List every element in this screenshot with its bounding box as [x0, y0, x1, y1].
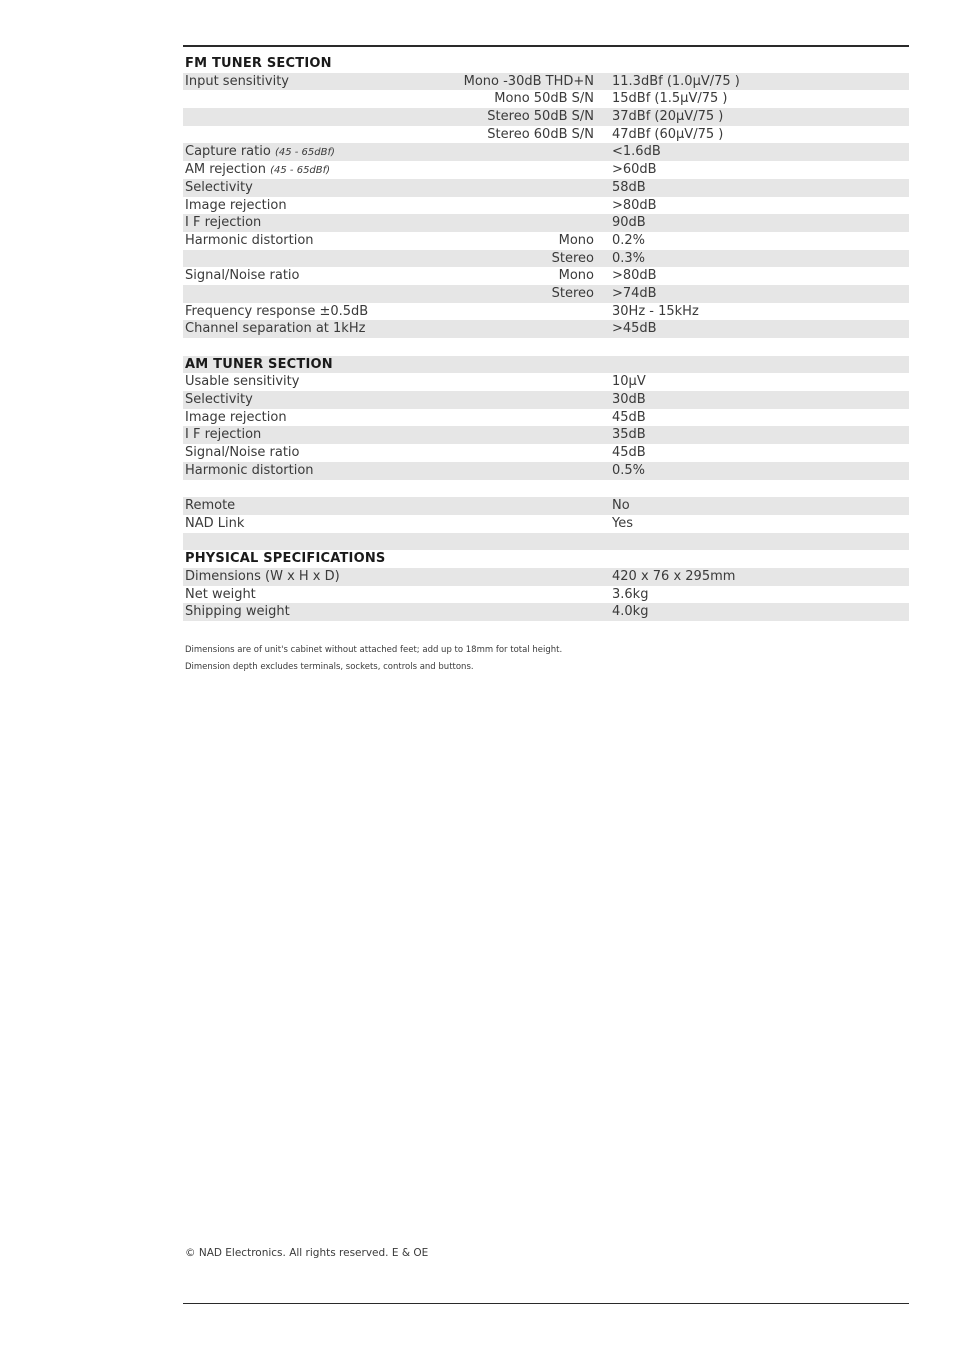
spec-row: [183, 267, 909, 285]
spec-label: Frequency response ±0.5dB: [185, 303, 369, 319]
section-heading-am: [183, 356, 909, 374]
spec-value: 11.3dBf (1.0µV/75 ): [612, 73, 740, 89]
spec-value: 0.5%: [612, 462, 646, 478]
spec-label: Signal/Noise ratio: [185, 268, 300, 284]
spec-value: Yes: [612, 515, 633, 531]
spec-value: 15dBf (1.5µV/75 ): [612, 91, 728, 107]
spec-note: (45 - 65dBf): [274, 147, 335, 159]
spec-label: Dimensions (W x H x D): [185, 568, 340, 584]
spec-row: [183, 179, 909, 197]
spec-condition: Stereo 60dB S/N: [487, 126, 594, 142]
spec-condition: Mono: [558, 268, 594, 284]
spec-label: Image rejection: [185, 409, 287, 425]
spec-label: Harmonic distortion: [185, 462, 314, 478]
spec-condition: Mono 50dB S/N: [494, 91, 594, 107]
spec-row: [183, 373, 909, 391]
spec-value: 37dBf (20µV/75 ): [612, 109, 724, 125]
spec-value: 30dB: [612, 392, 646, 408]
spec-condition: Mono: [558, 232, 594, 248]
spec-value: No: [612, 498, 630, 514]
spec-value: >45dB: [612, 321, 657, 337]
spec-value: 45dB: [612, 445, 646, 461]
footnotes: [185, 642, 562, 676]
spec-row: [183, 285, 909, 303]
spec-row: [183, 197, 909, 215]
bottom-rule: [183, 1303, 909, 1304]
spec-row: [183, 497, 909, 515]
spec-row: [183, 603, 909, 621]
spec-label: Usable sensitivity: [185, 374, 300, 390]
spec-value: >80dB: [612, 268, 657, 284]
spacer: [183, 533, 909, 551]
spec-value: 3.6kg: [612, 586, 649, 602]
spec-label-text: Capture ratio: [185, 144, 271, 160]
spec-row: [183, 126, 909, 144]
spec-label: [185, 161, 330, 180]
spec-row: [183, 462, 909, 480]
spec-row: [183, 161, 909, 179]
spec-row: [183, 303, 909, 321]
section-heading-physical: [183, 550, 909, 568]
spec-value: 45dB: [612, 409, 646, 425]
spec-condition: Stereo: [551, 250, 594, 266]
spacer: [183, 480, 909, 498]
spec-row: [183, 320, 909, 338]
spec-label: Remote: [185, 498, 236, 514]
section-title: AM TUNER SECTION: [185, 356, 333, 372]
spec-label: I F rejection: [185, 427, 262, 443]
spec-row: [183, 515, 909, 533]
spec-condition: Mono -30dB THD+N: [463, 73, 594, 89]
spec-note: (45 - 65dBf): [270, 165, 331, 177]
spec-value: >74dB: [612, 285, 657, 301]
spec-row: [183, 232, 909, 250]
spec-value: 35dB: [612, 427, 646, 443]
spec-value: 58dB: [612, 179, 646, 195]
top-rule: [183, 45, 909, 47]
spec-row: [183, 108, 909, 126]
spec-label: [185, 143, 335, 162]
spec-row: [183, 568, 909, 586]
spec-label: Shipping weight: [185, 604, 290, 620]
spec-label: Image rejection: [185, 197, 287, 213]
section-title: FM TUNER SECTION: [185, 56, 332, 71]
spec-label: Input sensitivity: [185, 73, 289, 89]
spec-value: 10µV: [612, 374, 646, 390]
spec-row: [183, 90, 909, 108]
spec-row: [183, 409, 909, 427]
spec-value: 0.3%: [612, 250, 646, 266]
spec-row: [183, 586, 909, 604]
spec-row: [183, 444, 909, 462]
spec-value: >80dB: [612, 197, 657, 213]
spec-row: [183, 214, 909, 232]
footnote: Dimension depth excludes terminals, sockets, controls and buttons.: [185, 662, 474, 672]
spec-row: [183, 143, 909, 161]
spec-row: [183, 73, 909, 91]
spec-row: [183, 250, 909, 268]
spec-condition: Stereo 50dB S/N: [487, 109, 594, 125]
spec-value: 47dBf (60µV/75 ): [612, 126, 724, 142]
spec-value: 30Hz - 15kHz: [612, 303, 699, 319]
spec-value: 4.0kg: [612, 604, 649, 620]
spec-label: Net weight: [185, 586, 256, 602]
spec-label: Selectivity: [185, 392, 253, 408]
copyright: © NAD Electronics. All rights reserved. E & OE: [185, 1247, 429, 1259]
spec-label: NAD Link: [185, 515, 245, 531]
spec-label: Selectivity: [185, 179, 253, 195]
spec-row: [183, 391, 909, 409]
spec-value: 420 x 76 x 295mm: [612, 568, 736, 584]
section-title: PHYSICAL SPECIFICATIONS: [185, 551, 386, 567]
spec-value: >60dB: [612, 162, 657, 178]
section-heading-fm: [183, 55, 909, 73]
spec-table: [183, 55, 909, 621]
spacer: [183, 338, 909, 356]
footnote: Dimensions are of unit's cabinet without attached feet; add up to 18mm for total height.: [185, 645, 563, 655]
spec-value: 0.2%: [612, 232, 646, 248]
spec-value: <1.6dB: [612, 144, 661, 160]
spec-condition: Stereo: [551, 285, 594, 301]
spec-label: Signal/Noise ratio: [185, 445, 300, 461]
spec-label: I F rejection: [185, 215, 262, 231]
spec-label: Channel separation at 1kHz: [185, 321, 366, 337]
spec-value: 90dB: [612, 215, 646, 231]
spec-label: Harmonic distortion: [185, 232, 314, 248]
spec-label-text: AM rejection: [185, 162, 266, 178]
spec-row: [183, 426, 909, 444]
